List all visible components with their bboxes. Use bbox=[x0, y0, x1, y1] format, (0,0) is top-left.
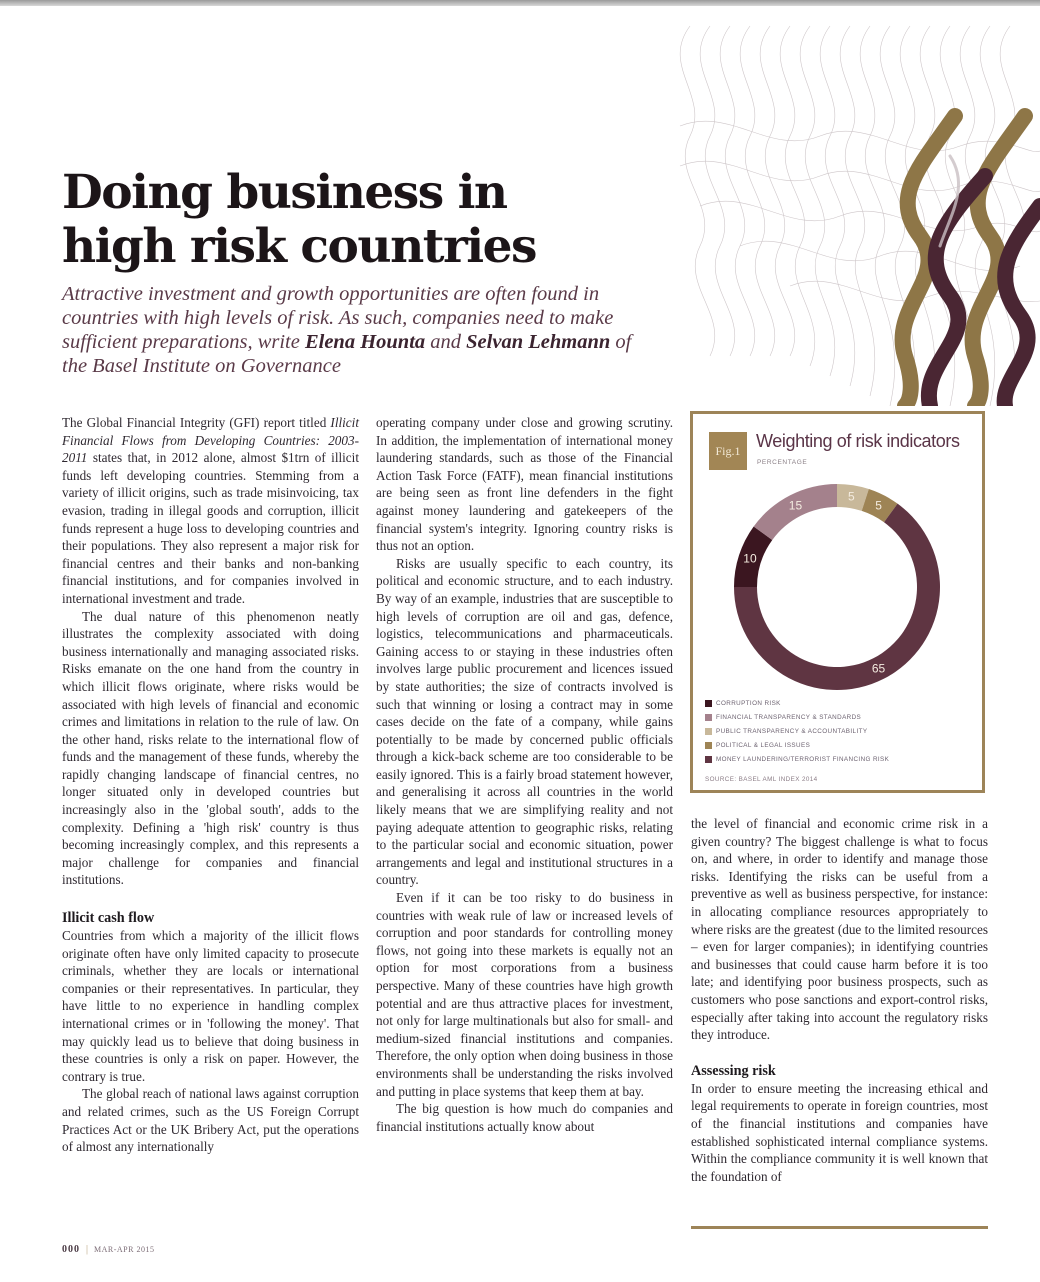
body-paragraph: Even if it can be too risky to do business in countries with weak rule of law or increased levels of corruption and poor standards for controlling money flows, not going into these markets is equally not an option for most corporations from a business perspective. Many of these countries have high growth potential and are thus attractive places for investment, not only for large multinationals but also for small- and medium-sized financial institutions and companies. Therefore, the only option when doing business in those environments shall be understanding the risks involved and putting in place systems that keep them at bay. bbox=[376, 890, 673, 1099]
segment-label: 10 bbox=[743, 551, 757, 566]
legend-item bbox=[705, 696, 889, 710]
body-paragraph: The global reach of national laws against corruption and related crimes, such as the US Foreign Corrupt Practices Act or the UK Bribery Act, put the operations of almost any internationally bbox=[62, 1086, 359, 1155]
legend-swatch bbox=[705, 742, 712, 749]
legend-item bbox=[705, 738, 889, 752]
body-paragraph: The big question is how much do companies and financial institutions actually know about bbox=[376, 1101, 673, 1134]
body-paragraph: Risks are usually specific to each country, its political and economic structure, and to each industry. By way of an example, industries that are susceptible to high levels of corruption are oil and gas, defence, logistics, telecommunications and pharmaceuticals. Gaining access to or staying in these industries often involves large public procurement and licences issued by state authorities; the size of contracts involved is such that winning or losing a contract may in some cases decide on the fate of a company, while gains potentially to be made by concerned public officials through a kick-back scheme are too considerable to be easily ignored. This is a fairly broad statement however, and generalising it across all countries in the world likely means that we are simplifying reality and not paying adequate attention to geographic risks, relating to the particular social and economic situation, power arrangements and legal and institutional structures in a country. bbox=[376, 555, 673, 888]
legend-item bbox=[705, 710, 889, 724]
chart-legend bbox=[705, 696, 889, 783]
page-number: 000 bbox=[62, 1244, 80, 1255]
body-column-3 bbox=[691, 815, 988, 1185]
segment-label: 15 bbox=[788, 498, 803, 513]
issue-date: MAR-APR 2015 bbox=[94, 1245, 155, 1254]
headline bbox=[62, 166, 662, 274]
legend-swatch bbox=[705, 700, 712, 707]
legend-label: FINANCIAL TRANSPARENCY & STANDARDS bbox=[716, 713, 862, 721]
body-column-2 bbox=[376, 414, 673, 1135]
legend-label: PUBLIC TRANSPARENCY & ACCOUNTABILITY bbox=[716, 727, 868, 735]
page-folio bbox=[62, 1244, 154, 1255]
segment-label: 5 bbox=[875, 498, 882, 513]
section-heading: Assessing risk bbox=[691, 1062, 776, 1079]
legend-swatch bbox=[705, 756, 712, 763]
body-paragraph: The dual nature of this phenomenon neatly illustrates the complexity associated with doing business internationally and managing associated risks. Risks emanate on the one hand from the country in which illicit flows originate, where risks would be associated with high levels of financial and economic crimes and limitations in relation to the rule of law. On the other hand, risks relate to the international flow of funds and the management of these funds, whereby the rapidly changing landscape of financial centres, no longer situated only in developed countries but increasingly also in the 'global south', adds to the complexity. Defining a 'high risk' country is thus becoming increasingly complex, and this represents a major challenge for companies and financial institutions. bbox=[62, 608, 359, 888]
section-heading: Illicit cash flow bbox=[62, 910, 155, 927]
legend-label: MONEY LAUNDERING/TERRORIST FINANCING RISK bbox=[716, 755, 890, 763]
figure-subtitle: PERCENTAGE bbox=[757, 459, 808, 466]
legend-swatch bbox=[705, 728, 712, 735]
author-name: Elena Hounta bbox=[304, 331, 426, 353]
body-paragraph: Countries from which a majority of the illicit flows originate often have only limited capacity to prosecute criminals, whether they are locals or international companies or their representatives. In particular, they have little to no experience in handling complex international crimes or in 'following the money'. That may quickly lead us to believe that doing business in these countries is only a risk on paper. However, the contrary is true. bbox=[62, 928, 359, 1084]
legend-item bbox=[705, 752, 889, 766]
standfirst: Attractive investment and growth opportunities are often found in countries with high levels of risk. As such, companies need to make sufficient preparations, write Elena Hounta and Selvan Lehmann of the Basel Institute on Governance bbox=[62, 283, 632, 377]
column-end-rule bbox=[691, 1226, 988, 1229]
legend-label: POLITICAL & LEGAL ISSUES bbox=[716, 741, 811, 749]
report-title: Illicit Financial Flows from Developing Countries: 2003-2011 bbox=[62, 415, 359, 466]
segment-label: 65 bbox=[871, 661, 886, 676]
body-column-1 bbox=[62, 414, 359, 1156]
decorative-wave-illustration bbox=[650, 6, 1040, 406]
body-paragraph: the level of financial and economic crime risk in a given country? The biggest challenge is what to focus on, and where, in order to identify and manage those risks. Identifying the risks can be useful from a preventive as well as business perspective, for instance: in allocating compliance resources appropriately to where risks are the greatest (due to the limited resources – even for larger companies); in identifying countries and businesses that could cause harm before it is too late; and identifying poor business prospects, such as customers who pose sanctions and export-control risks, especially after taking into account the regulatory risks they introduce. bbox=[691, 816, 988, 1043]
folio-separator: | bbox=[86, 1244, 89, 1255]
legend-label: CORRUPTION RISK bbox=[716, 699, 781, 707]
body-paragraph: In order to ensure meeting the increasing ethical and legal requirements to operate in foreign countries, most of the financial institutions and companies have established sophisticated internal compliance systems. Within the compliance community it is well known that the foundation of bbox=[691, 1080, 988, 1184]
legend-item bbox=[705, 724, 889, 738]
segment-label: 5 bbox=[847, 489, 855, 504]
figure-source: SOURCE: BASEL AML INDEX 2014 bbox=[705, 776, 818, 783]
donut-chart bbox=[707, 482, 967, 692]
headline-line-1: Doing business in bbox=[62, 165, 507, 220]
legend-swatch bbox=[705, 714, 712, 721]
figure-badge: Fig.1 bbox=[709, 432, 747, 470]
author-name: Selvan Lehmann bbox=[466, 331, 611, 353]
figure-title: Weighting of risk indicators bbox=[756, 431, 960, 451]
body-paragraph: The Global Financial Integrity (GFI) report titled Illicit Financial Flows from Developing Countries: 2003-2011 states that, in 2012 alone, almost $1trn of illicit funds left developing countries. Stemming from a variety of illicit origins, such as trade misinvoicing, tax evasion, trading in illegal goods and corruption, illicit funds represent a huge loss to developing countries and their populations. They also represent a major risk for financial centres and their banks and non-banking financial institutions, and for companies involved in international investment and trade. bbox=[62, 415, 359, 606]
body-paragraph: operating company under close and growing scrutiny. In addition, the implementation of international money laundering standards, such as those of the Financial Action Task Force (FATF), mean financial institutions are being seen as front line defenders in the fight against money laundering and gatekeepers of the financial system's integrity. Ignoring country risks is thus not an option. bbox=[376, 415, 673, 554]
figure-box bbox=[690, 411, 985, 793]
headline-line-2: high risk countries bbox=[62, 219, 536, 274]
